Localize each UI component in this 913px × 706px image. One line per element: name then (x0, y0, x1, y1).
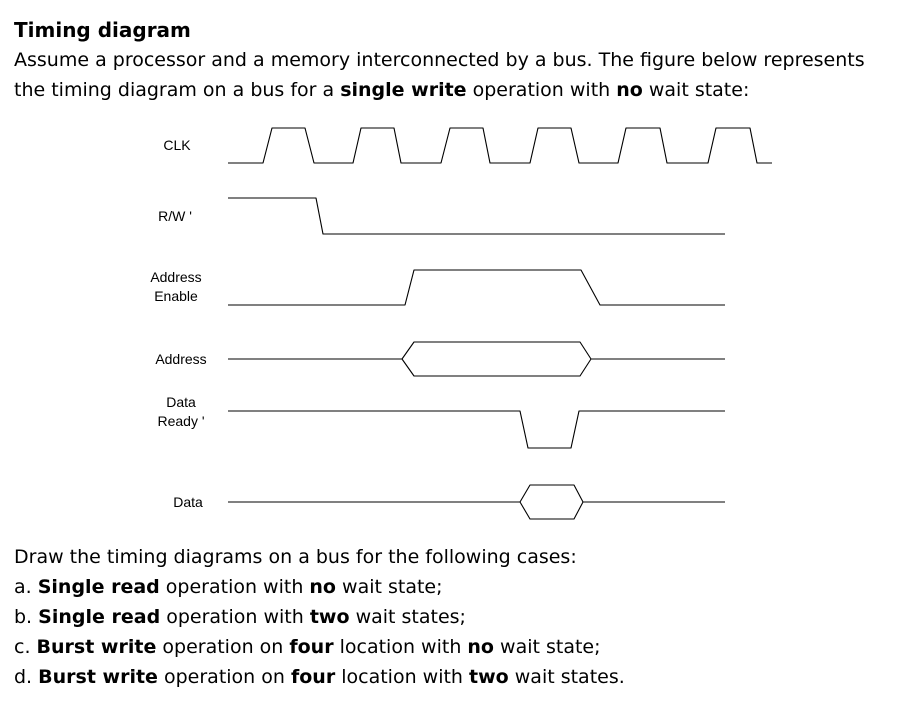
intro-text: operation with (466, 79, 617, 101)
case-item-b (14, 602, 466, 632)
case-letter: d. (14, 666, 33, 688)
case-bold: Burst write (36, 636, 157, 658)
signal-label-clk: CLK (163, 137, 191, 153)
instruction-text: Draw the timing diagrams on a bus for the following cases: (14, 546, 577, 568)
case-bold: two (309, 606, 350, 628)
case-item-d (14, 662, 625, 692)
case-bold: four (290, 666, 336, 688)
intro-text: wait state: (642, 79, 750, 101)
case-letter: b. (14, 606, 33, 628)
case-text: location with (335, 666, 470, 688)
case-item-a (14, 572, 443, 602)
case-bold: Single read (37, 576, 160, 598)
signal-label-line: Ready ' (157, 413, 205, 429)
case-text: operation with (160, 606, 310, 628)
page-title: Timing diagram (14, 18, 191, 42)
intro-bold-single-write: single write (340, 79, 467, 101)
rw-waveform (228, 198, 725, 234)
signal-label-rw: R/W ' (158, 208, 192, 224)
signal-label-data: Data (173, 494, 203, 510)
signal-label-line: Address (150, 269, 202, 285)
case-text: operation on (156, 636, 290, 658)
case-bold: two (469, 666, 509, 688)
case-letter: c. (14, 636, 31, 658)
case-item-c (14, 632, 601, 662)
address-bus-valid (402, 342, 591, 376)
signal-label-line: Enable (154, 288, 198, 304)
data-bus-valid (520, 485, 583, 519)
case-letter: a. (14, 576, 32, 598)
case-text: location with (333, 636, 468, 658)
case-bold: four (289, 636, 334, 658)
data-ready-waveform (228, 411, 725, 448)
address-enable-waveform (228, 270, 725, 305)
intro-text: the timing diagram on a bus for a (14, 79, 341, 101)
clk-waveform (228, 128, 772, 163)
case-bold: no (309, 576, 336, 598)
case-text: wait states; (349, 606, 466, 628)
intro-line-1: Assume a processor and a memory interconnected by a bus. The figure below represents (14, 49, 865, 71)
case-text: wait states. (508, 666, 625, 688)
case-text: wait state; (336, 576, 443, 598)
case-bold: Burst write (38, 666, 158, 688)
case-text: operation with (159, 576, 310, 598)
signal-label-line: Data (166, 394, 196, 410)
signal-label-address: Address (155, 351, 207, 367)
case-bold: no (467, 636, 494, 658)
case-text: wait state; (494, 636, 601, 658)
intro-bold-no: no (616, 79, 643, 101)
case-bold: Single read (38, 606, 161, 628)
case-text: operation on (157, 666, 291, 688)
